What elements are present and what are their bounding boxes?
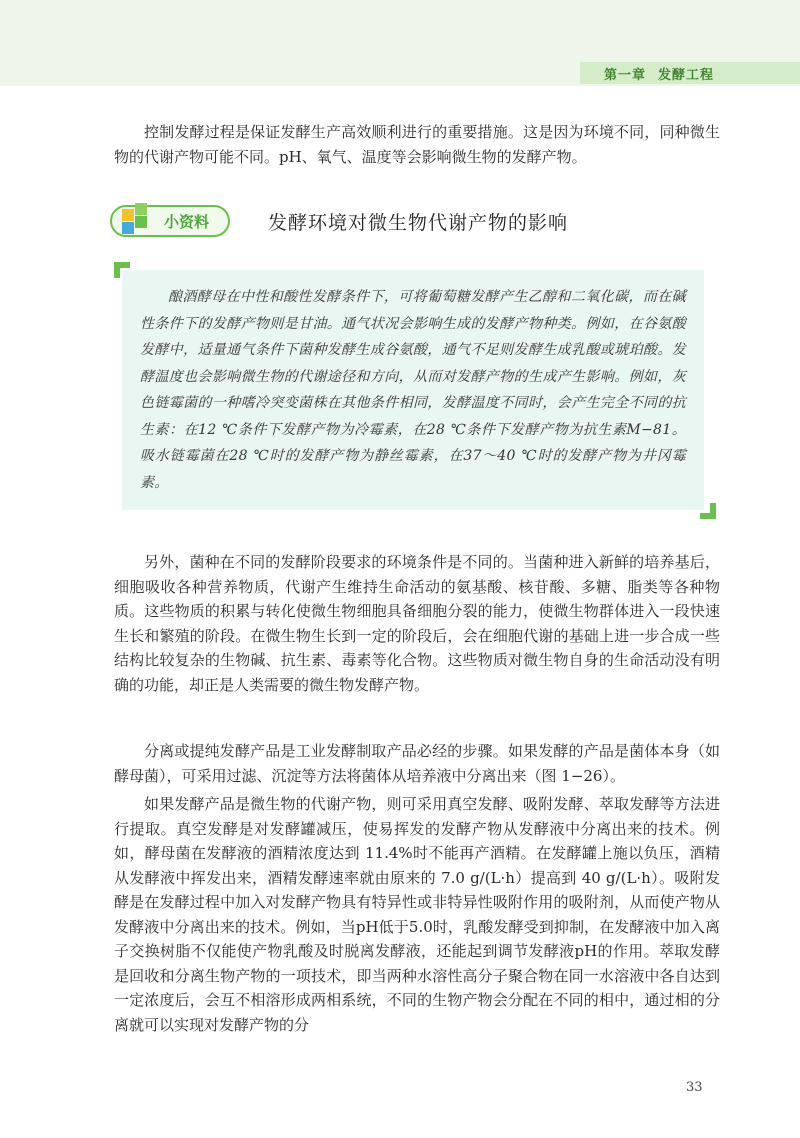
box-corner-bottom-right bbox=[700, 503, 716, 519]
chapter-title: 发酵工程 bbox=[658, 67, 715, 83]
body-paragraph-1: 另外，菌种在不同的发酵阶段要求的环境条件是不同的。当菌种进入新鲜的培养基后，细胞吸收各种营养物质，代谢产生维持生命活动的氨基酸、核苷酸、多糖、脂类等各种物质。这些物质的积累与转化使微生物细胞具备细胞分裂的能力，使微生物群体进入一段快速生长和繁殖的阶段。在微生物生长到一定的阶段后，会在细胞代谢的基础上进一步合成一些结构比较复杂的生物碱、抗生素、毒素等化合物。这些物质对微生物自身的生命活动没有明确的功能，却正是人类需要的微生物发酵产物。 bbox=[114, 553, 720, 694]
sidebar-title: 发酵环境对微生物代谢产物的影响 bbox=[268, 212, 569, 234]
info-box-text: 酿酒酵母在中性和酸性发酵条件下，可将葡萄糖发酵产生乙醇和二氧化碳，而在碱性条件下的发酵产物则是甘油。通气状况会影响生成的发酵产物种类。例如，在谷氨酸发酵中，适量通气条件下菌种发酵生成谷氨酸，通气不足则发酵生成乳酸或琥珀酸。发酵温度也会影响微生物的代谢途径和方向，从而对发酵产物的生成产生影响。例如，灰色链霉菌的一种嗜冷突变菌株在其他条件相同，发酵温度不同时，会产生完全不同的抗生素：在12 ℃条件下发酵产物为冷霉素，在28 ℃条件下发酵产物为抗生素M−81。吸水链霉菌在28 ℃时的发酵产物为静丝霉素，在37～40 ℃时的发酵产物为井冈霉素。 bbox=[140, 289, 686, 491]
body-paragraph-2: 分离或提纯发酵产品是工业发酵制取产品必经的步骤。如果发酵的产品是菌体本身（如酵母菌），可采用过滤、沉淀等方法将菌体从培养液中分离出来（图 1−26）。 bbox=[114, 742, 720, 785]
intro-paragraph: 控制发酵过程是保证发酵生产高效顺利进行的重要措施。这是因为环境不同，同种微生物的代谢产物可能不同。pH、氧气、温度等会影响微生物的发酵产物。 bbox=[114, 123, 720, 166]
chapter-header bbox=[580, 62, 800, 84]
page-number: 33 bbox=[686, 1080, 703, 1095]
body-paragraph-3: 如果发酵产品是微生物的代谢产物，则可采用真空发酵、吸附发酵、萃取发酵等方法进行提取。真空发酵是对发酵罐减压，使易挥发的发酵产物从发酵液中分离出来的技术。例如，酵母菌在发酵液的酒精浓度达到 11.4%时不能再产酒精。在发酵罐上施以负压，酒精从发酵液中挥发出来，酒精发酵速率就由原来的 7.0 g/(L·h）提高到 40 g/(L·h）。吸附发酵是在发酵过程中加入对发酵产物具有特异性或非特异性吸附作用的吸附剂，从而使产物从发酵液中分离出来的技术。例如，当pH低于5.0时，乳酸发酵受到抑制，在发酵液中加入离子交换树脂不仅能使产物乳酸及时脱离发酵液，还能起到调节发酵液pH的作用。萃取发酵是回收和分离生物产物的一项技术，即当两种水溶性高分子聚合物在同一水溶液中各自达到一定浓度后，会互不相溶形成两相系统，不同的生物产物会分配在不同的相中，通过相的分离就可以实现对发酵产物的分 bbox=[114, 795, 720, 1034]
puzzle-icon bbox=[120, 201, 156, 239]
info-badge bbox=[110, 205, 230, 237]
info-box bbox=[122, 270, 704, 510]
chapter-number: 第一章 bbox=[604, 67, 647, 83]
badge-label: 小资料 bbox=[164, 213, 210, 231]
